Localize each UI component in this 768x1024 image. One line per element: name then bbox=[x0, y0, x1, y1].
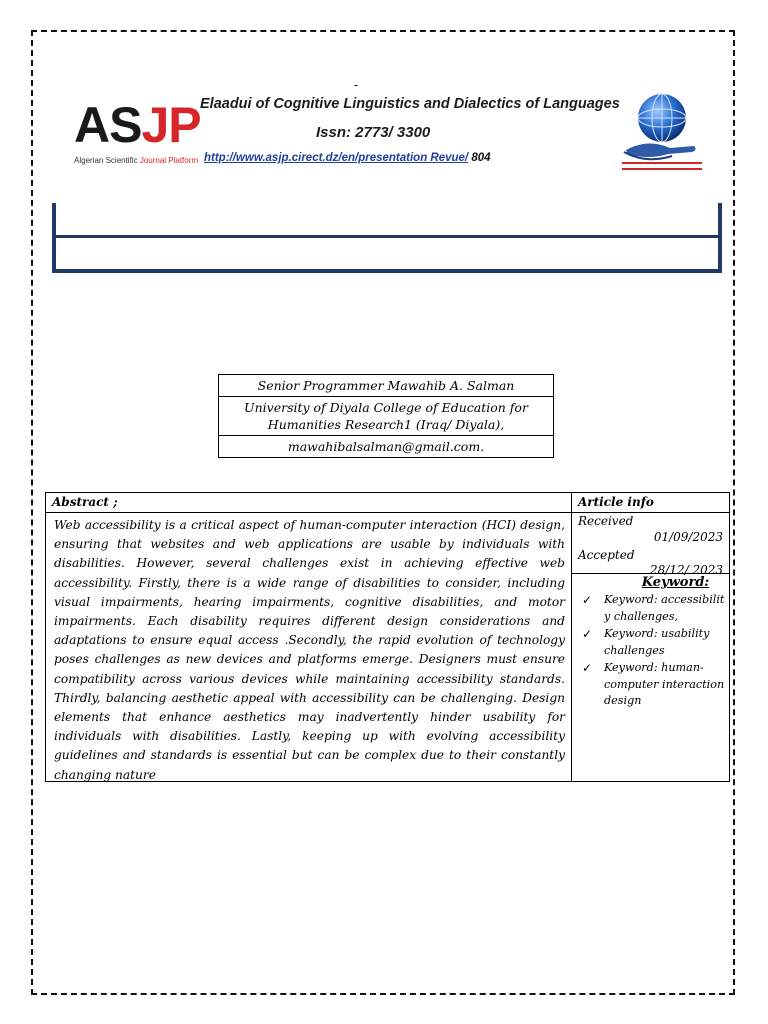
logo-as-text: AS bbox=[74, 97, 142, 153]
abstract-column bbox=[46, 493, 572, 781]
keyword-text: Keyword: human-computer interaction design bbox=[604, 661, 725, 707]
logo-subtitle-red: Journal Platform bbox=[139, 156, 199, 165]
journal-title: Elaadui of Cognitive Linguistics and Dialectics of Languages bbox=[200, 96, 620, 112]
frame-right-bar bbox=[718, 203, 722, 273]
keyword-item bbox=[582, 660, 725, 710]
logo-jp-text: JP bbox=[141, 97, 201, 153]
abstract-table bbox=[45, 492, 730, 782]
journal-header bbox=[70, 78, 720, 188]
abstract-text: Web accessibility is a critical aspect of human-computer interaction (HCI) design, ensuring that websites and web applications are usable by individuals with disabilities. However, several challenges exist in achieving effective web accessibility. Firstly, there is a wide range of disabilities to consider, including visual impairments, hearing impairments, cognitive disabilities, and motor impairments. Each disability requires different design considerations and adaptations to ensure equal access .Secondly, the rapid evolution of technology poses challenges as new devices and platforms emerge. Designers must ensure compatibility across various devices while maintaining accessibility standards. Thirdly, balancing aesthetic appeal with accessibility can be challenging. Design elements that enhance aesthetics may inadvertently hinder usability for individuals with disabilities. Lastly, keeping up with evolving accessibility guidelines and standards is essential but can be complex due to their constantly changing nature bbox=[54, 518, 565, 782]
globe-icon bbox=[618, 88, 708, 178]
accepted-label: Accepted bbox=[578, 548, 635, 562]
journal-url-link[interactable]: http://www.asjp.cirect.dz/en/presentation Revue/ bbox=[204, 152, 469, 164]
keyword-item bbox=[582, 592, 725, 625]
journal-url-number: 804 bbox=[471, 152, 491, 164]
author-box bbox=[218, 374, 554, 458]
received-date: 01/09/2023 bbox=[653, 530, 723, 544]
checkmark-icon: ✓ bbox=[582, 627, 593, 641]
author-affiliation bbox=[219, 396, 553, 435]
checkmark-icon: ✓ bbox=[582, 593, 593, 607]
asjp-logo bbox=[74, 97, 201, 153]
article-info-heading: Article info bbox=[572, 493, 729, 513]
logo-subtitle-prefix: Algerian Scientific bbox=[74, 156, 140, 165]
frame-middle-rule bbox=[52, 235, 722, 238]
keyword-list bbox=[572, 592, 729, 710]
issn: Issn: 2773/ 3300 bbox=[316, 124, 431, 141]
accepted-date: 28/12/ 2023 bbox=[650, 563, 723, 577]
keyword-heading: Keyword: bbox=[641, 575, 710, 590]
abstract-heading: Abstract ; bbox=[46, 493, 571, 513]
journal-url-line bbox=[204, 152, 491, 164]
received-label: Received bbox=[578, 514, 634, 528]
logo-subtitle bbox=[74, 156, 198, 165]
keyword-text: Keyword: accessibilit y challenges, bbox=[604, 593, 725, 623]
author-name: Senior Programmer Mawahib A. Salman bbox=[257, 378, 515, 393]
checkmark-icon: ✓ bbox=[582, 661, 593, 675]
author-affiliation-text: University of Diyala College of Education for Humanities Research1 (Iraq/ Diyala), bbox=[244, 400, 528, 432]
article-info-column bbox=[572, 493, 729, 781]
keyword-text: Keyword: usability challenges bbox=[604, 627, 710, 657]
header-dash: - bbox=[354, 78, 359, 92]
frame-left-bar bbox=[52, 203, 56, 273]
article-dates bbox=[572, 513, 729, 577]
frame-bottom-rule bbox=[52, 269, 722, 273]
author-email[interactable]: mawahibalsalman@gmail.com. bbox=[219, 435, 553, 457]
keyword-item bbox=[582, 626, 725, 659]
